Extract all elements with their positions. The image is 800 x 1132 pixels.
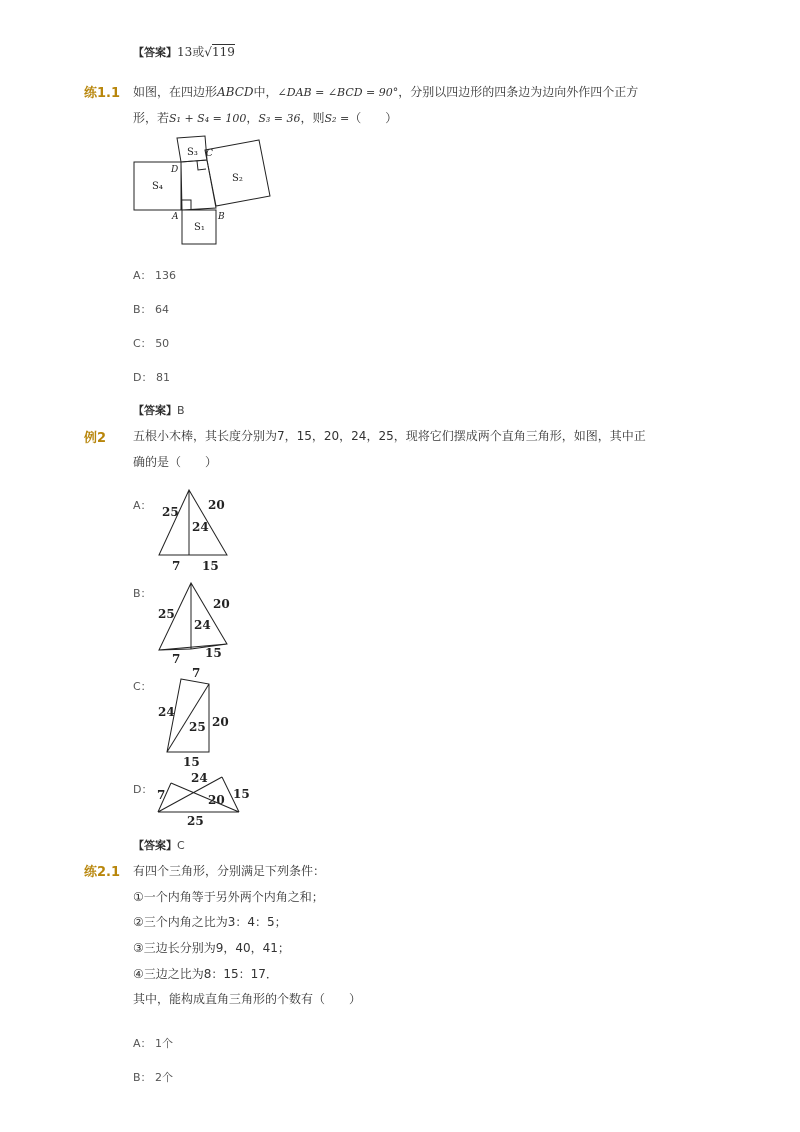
label-s1: S₁ xyxy=(194,222,205,233)
option-b[interactable] xyxy=(133,301,169,317)
label-d: D xyxy=(171,165,179,175)
question-text-line2 xyxy=(133,110,397,127)
quadrilateral-abcd xyxy=(181,160,216,210)
q1-cond2: S₃ = 36 xyxy=(258,112,301,125)
option-a[interactable] xyxy=(133,1035,173,1051)
answer-1 xyxy=(133,402,185,419)
label-n2: 24 xyxy=(158,705,175,719)
label-n1: 25 xyxy=(158,607,175,621)
label-n1: 25 xyxy=(162,505,179,519)
q1-text-post: ，分别以四边形的四条边为边向外作四个正方 xyxy=(398,85,639,99)
option-value: 136 xyxy=(155,269,177,282)
option-a-label[interactable]: A： xyxy=(133,499,152,512)
label-n3: 24 xyxy=(192,520,209,534)
option-label: B： xyxy=(133,1071,152,1084)
question-number: 练2.1 xyxy=(84,865,121,880)
option-value: 64 xyxy=(155,303,170,316)
label-n2: 20 xyxy=(213,597,230,611)
sqrt-sign: √ xyxy=(204,45,212,59)
q1-abcd: ABCD xyxy=(217,85,254,99)
option-b[interactable] xyxy=(133,1069,173,1085)
right-angle-a xyxy=(182,200,191,210)
answer-label: 【答案】 xyxy=(133,839,177,852)
option-label: D： xyxy=(133,371,153,384)
option-label: C： xyxy=(133,337,152,350)
option-d-label[interactable]: D： xyxy=(133,783,153,796)
condition-4: ④三边之比为8：15：17． xyxy=(133,967,278,981)
question-ask: 其中，能构成直角三角形的个数有（ ） xyxy=(133,992,362,1006)
q1-angle: ∠DAB = ∠BCD = 90° xyxy=(277,86,399,99)
label-n4: 15 xyxy=(233,787,250,801)
question-number: 练1.1 xyxy=(84,86,121,101)
question-text-line1 xyxy=(133,84,638,101)
q1-text2: 形，若 xyxy=(133,111,170,125)
quadrilateral-squares-figure xyxy=(125,130,285,250)
condition-2: ②三个内角之比为3：4：5； xyxy=(133,915,287,929)
option-value: 50 xyxy=(155,337,170,350)
answer-label: 【答案】 xyxy=(133,404,177,417)
label-s2: S₂ xyxy=(232,173,243,184)
option-value: 81 xyxy=(155,371,170,384)
condition-3: ③三边长分别为9，40，41； xyxy=(133,941,290,955)
question-number: 例2 xyxy=(84,431,107,446)
option-label: B： xyxy=(133,303,152,316)
q1-text: 如图，在四边形 xyxy=(133,85,218,99)
label-n3: 24 xyxy=(194,618,211,632)
q1-blank: （ ） xyxy=(349,111,398,125)
label-n2: 7 xyxy=(157,788,166,802)
label-n1: 7 xyxy=(192,666,201,680)
label-b: B xyxy=(218,212,225,222)
answer-2 xyxy=(133,837,185,854)
q1-s2: S₂ = xyxy=(324,112,350,125)
label-n4: 20 xyxy=(212,715,229,729)
option-value: 1个 xyxy=(155,1037,174,1050)
answer-label: 【答案】 xyxy=(133,46,177,59)
option-c[interactable] xyxy=(133,335,169,351)
question-text-line1: 有四个三角形，分别满足下列条件： xyxy=(133,864,326,878)
right-angle-c xyxy=(197,161,206,170)
label-n5: 25 xyxy=(187,814,204,828)
label-s4: S₄ xyxy=(152,181,163,192)
option-value: 2个 xyxy=(155,1071,174,1084)
option-d-figure[interactable] xyxy=(150,770,250,830)
option-b-figure[interactable] xyxy=(150,580,240,670)
condition-1: ①一个内角等于另外两个内角之和； xyxy=(133,890,324,904)
label-n3: 20 xyxy=(208,793,225,807)
answer-value: 13或 xyxy=(177,45,205,59)
label-c: C xyxy=(206,149,213,159)
q1-cond1: S₁ + S₄ = 100 xyxy=(169,112,247,125)
answer-0 xyxy=(133,44,235,61)
q1-text-mid: 中， xyxy=(253,85,278,99)
label-n5: 15 xyxy=(183,755,200,769)
label-n3: 25 xyxy=(189,720,206,734)
answer-value: C xyxy=(177,839,185,852)
option-c-label[interactable]: C： xyxy=(133,680,152,693)
option-d[interactable] xyxy=(133,369,170,385)
label-n1: 24 xyxy=(191,771,208,785)
label-n5: 15 xyxy=(205,646,222,660)
option-a-figure[interactable] xyxy=(150,485,240,575)
question-text-line1: 五根小木棒，其长度分别为7，15，20，24，25，现将它们摆成两个直角三角形，如图，其中正 xyxy=(133,429,646,443)
q1-then: ，则 xyxy=(300,111,325,125)
option-a[interactable] xyxy=(133,267,176,283)
diagonal-1 xyxy=(171,783,239,812)
option-c-figure[interactable] xyxy=(150,665,240,770)
answer-root: 119 xyxy=(211,45,235,59)
label-s3: S₃ xyxy=(187,147,198,158)
label-a: A xyxy=(172,212,179,222)
label-n4: 7 xyxy=(172,652,181,666)
option-label: A： xyxy=(133,1037,152,1050)
answer-value: B xyxy=(177,404,185,417)
option-label: A： xyxy=(133,269,152,282)
label-n4: 7 xyxy=(172,559,181,573)
label-n5: 15 xyxy=(202,559,219,573)
question-text-line2: 确的是（ ） xyxy=(133,455,218,469)
label-n2: 20 xyxy=(208,498,225,512)
option-b-label[interactable]: B： xyxy=(133,587,152,600)
q1-sep: ， xyxy=(246,111,259,125)
